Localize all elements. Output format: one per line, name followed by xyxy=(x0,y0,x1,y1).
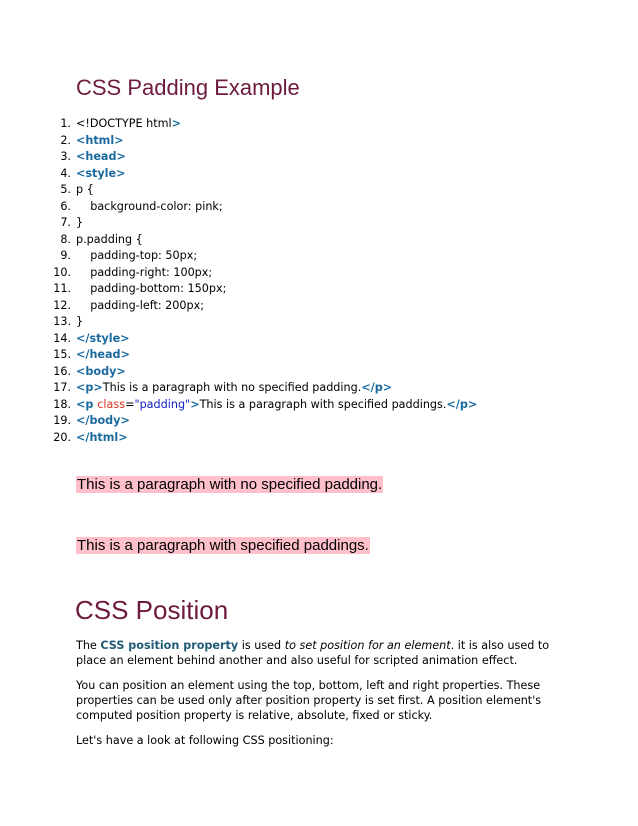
line-number: 19. xyxy=(53,414,71,427)
code-content xyxy=(76,364,126,381)
p1-mid: is used xyxy=(238,639,285,652)
code-value: "padding" xyxy=(134,397,191,411)
code-content xyxy=(76,430,128,447)
code-content xyxy=(76,397,477,414)
code-content xyxy=(76,265,212,282)
line-number: 13. xyxy=(53,315,71,328)
code-content xyxy=(76,347,130,364)
section-title-padding-example: CSS Padding Example xyxy=(76,75,300,100)
code-line xyxy=(0,281,560,298)
line-number: 1. xyxy=(60,117,71,130)
code-text: padding-top: 50px; xyxy=(76,249,198,262)
code-tag: <p xyxy=(76,397,98,411)
code-line xyxy=(0,364,560,381)
paragraph-lets-look: Let's have a look at following CSS positioning: xyxy=(76,734,334,747)
code-content xyxy=(76,248,197,265)
code-content xyxy=(76,182,94,199)
code-line xyxy=(0,166,560,183)
code-line xyxy=(0,199,560,216)
code-tag: > xyxy=(190,397,200,411)
code-content xyxy=(76,116,181,133)
code-tag: <head> xyxy=(76,150,126,163)
code-tag: </p> xyxy=(361,381,393,394)
code-content xyxy=(76,166,125,183)
code-text: p { xyxy=(76,183,94,196)
code-line xyxy=(0,133,560,150)
code-line xyxy=(0,380,560,397)
code-tag: </p> xyxy=(446,397,478,411)
code-text: padding-left: 200px; xyxy=(76,298,205,312)
output-text-with-padding: This is a paragraph with specified paddings. xyxy=(77,537,369,554)
paragraph-position-properties: You can position an element using the top, bottom, left and right properties. These properties can be used only after position property is set first. A position element's computed position property is relative, absolute, fixed or sticky. xyxy=(76,679,542,722)
code-content xyxy=(76,133,124,150)
line-number: 7. xyxy=(60,216,71,229)
code-line xyxy=(0,331,560,348)
line-number: 9. xyxy=(60,249,71,262)
code-listing xyxy=(0,116,560,446)
code-content xyxy=(76,331,130,348)
line-number: 4. xyxy=(60,166,71,180)
code-text: = xyxy=(125,397,135,411)
code-line xyxy=(0,248,560,265)
code-tag: </style> xyxy=(76,331,130,345)
line-number: 2. xyxy=(60,133,71,147)
code-content xyxy=(76,215,83,232)
line-number: 12. xyxy=(53,298,71,312)
code-text: } xyxy=(76,315,84,328)
code-content xyxy=(76,314,83,331)
output-text-no-padding: This is a paragraph with no specified padding. xyxy=(77,476,383,493)
p1-before: The xyxy=(76,639,101,652)
code-content xyxy=(76,380,392,397)
p1-bold-term: CSS position property xyxy=(100,639,239,652)
code-tag: </head> xyxy=(76,348,130,361)
code-tag: > xyxy=(171,117,181,130)
code-line xyxy=(0,314,560,331)
code-line xyxy=(0,265,560,282)
code-line xyxy=(0,347,560,364)
line-number: 17. xyxy=(53,381,71,394)
output-paragraph-no-padding xyxy=(76,475,383,494)
code-line xyxy=(0,182,560,199)
code-line xyxy=(0,298,560,315)
line-number: 11. xyxy=(53,282,71,295)
line-number: 16. xyxy=(53,364,71,378)
line-number: 18. xyxy=(53,397,71,411)
line-number: 5. xyxy=(60,183,71,196)
code-text: This is a paragraph with specified paddings. xyxy=(199,397,447,411)
code-attribute: class xyxy=(97,397,126,411)
output-paragraph-with-padding xyxy=(76,536,370,555)
code-line xyxy=(0,430,560,447)
code-tag: <body> xyxy=(76,364,126,378)
code-content xyxy=(76,232,143,249)
line-number: 3. xyxy=(60,150,71,163)
code-content xyxy=(76,298,204,315)
code-tag: <p> xyxy=(76,381,103,394)
line-number: 8. xyxy=(60,232,71,246)
code-content xyxy=(76,149,126,166)
code-text: <!DOCTYPE html xyxy=(76,117,172,130)
code-text: p.padding { xyxy=(76,232,143,246)
code-content xyxy=(76,413,130,430)
line-number: 15. xyxy=(53,348,71,361)
line-number: 20. xyxy=(53,430,71,444)
code-tag: <style> xyxy=(76,166,126,180)
p1-italic: to set position for an element xyxy=(284,639,451,652)
section-title-css-position: CSS Position xyxy=(75,595,229,625)
code-line xyxy=(0,149,560,166)
line-number: 10. xyxy=(53,265,71,279)
code-line xyxy=(0,413,560,430)
paragraph-position-intro xyxy=(76,638,566,668)
code-tag: </html> xyxy=(76,430,128,444)
code-tag: </body> xyxy=(76,414,130,427)
code-line xyxy=(0,215,560,232)
code-line xyxy=(0,232,560,249)
code-text: background-color: pink; xyxy=(76,199,223,213)
code-tag: <html> xyxy=(76,133,124,147)
code-content xyxy=(76,199,223,216)
line-number: 6. xyxy=(60,199,71,213)
code-text: } xyxy=(76,216,84,229)
code-line xyxy=(0,116,560,133)
code-text: padding-bottom: 150px; xyxy=(76,282,227,295)
code-text: padding-right: 100px; xyxy=(76,265,213,279)
line-number: 14. xyxy=(53,331,71,345)
code-content xyxy=(76,281,226,298)
p1-after: . it is also used to place an element behind another and also useful for scripted animation effect. xyxy=(76,639,550,667)
code-text: This is a paragraph with no specified padding. xyxy=(102,381,362,394)
code-line xyxy=(0,397,560,414)
